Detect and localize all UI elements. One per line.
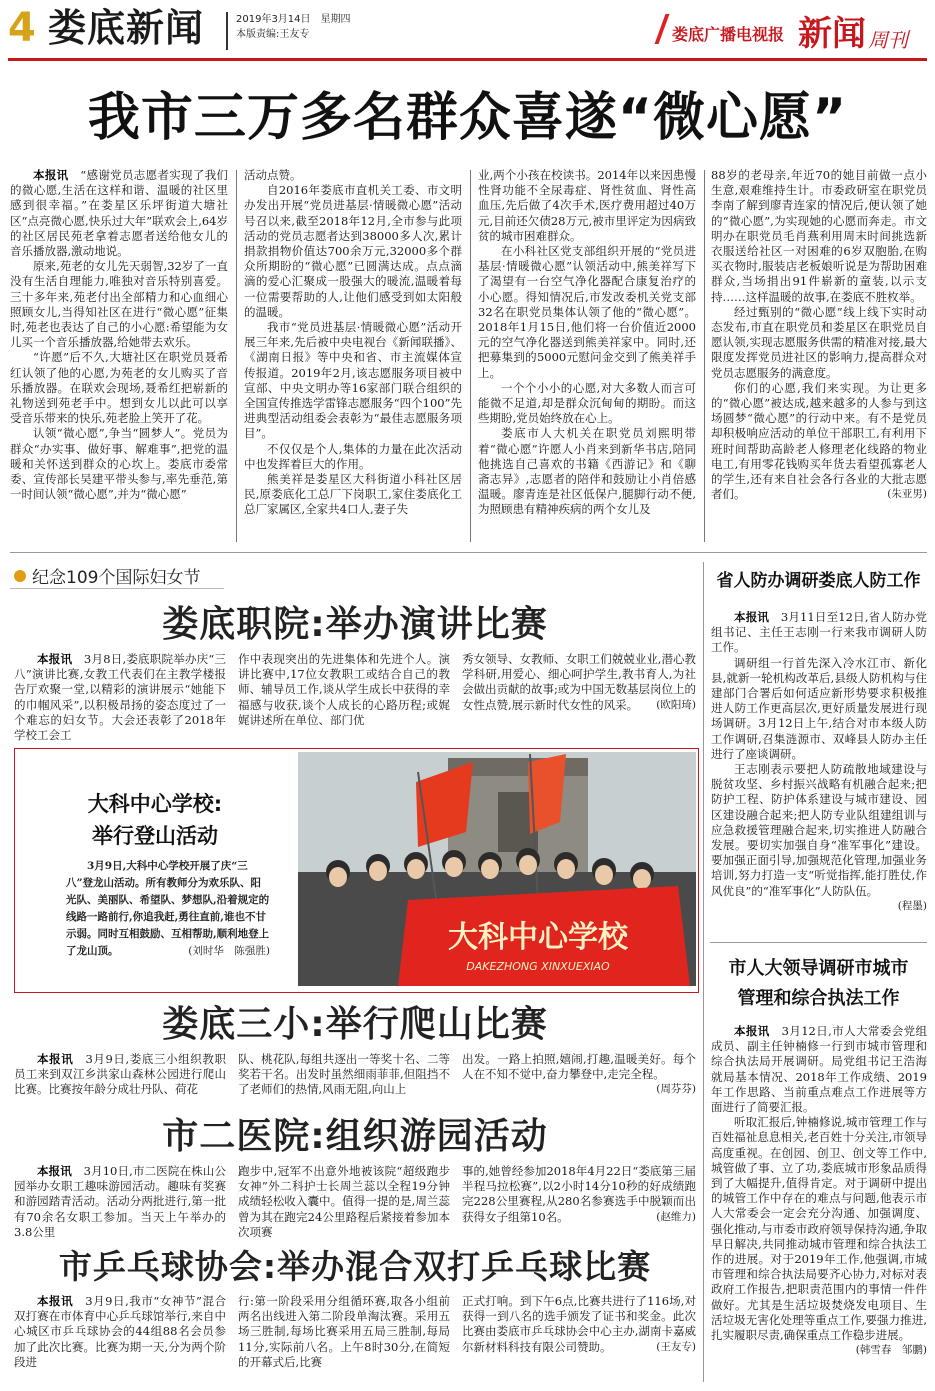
byline: 本报讯: [37, 1052, 74, 1066]
section-rule: [10, 552, 927, 553]
lead-column-1: [10, 168, 228, 502]
group-photo: [298, 752, 696, 986]
page-number: 4: [8, 5, 36, 51]
renda-body: 本报讯 3月12日,市人大常委会党组成员、副主任钟楠修一行到市城市管理和综合执法局开展调研。局党组书记王浩海就局基本情况、2018年工作成绩、2019年工作思路、当前重点难点工作进展等方面进行了简要汇报。 听取汇报后,钟楠修说,城市管理工作与百姓福祉息息相关,老百姓十分关注,市领导高度重视。在创园、创卫、创文等工作中,城管做了事、立了功,娄底城市形象品质得到了大幅提升,值得肯定。对于调研中提出的城管工作中存在的难点与问题,他表示市人大常委会一定会充分沟通、加强调度、强化推动,与市委市政府领导保持沟通,争取早日解决,共同推动城市管理和综合执法工作的进展。对于2019年工作,他强调,市城市管理和综合执法局要齐心协力,对标对表政府工作报告,把职责范围内的事情一件件做好。尤其是生活垃圾焚烧发电项目、生活垃圾无害化处理等重点工作,要强力推进,扎实履职尽责,确保重点工作稳步进展。 (韩雪春 邹鹏): [711, 1024, 927, 1358]
header-divider: [226, 12, 228, 50]
column-divider: [470, 170, 471, 542]
right-column-divider: [703, 562, 704, 1382]
byline: 本报讯: [37, 1164, 72, 1178]
renda-title: 市人大领导调研市城市 管理和综合执法工作: [728, 958, 909, 1009]
brand-slash-mark: [655, 14, 670, 44]
lead-paragraph: “许愿”后不久,大塘社区在职党员聂希红认领了他的心愿,为苑老的女儿购买了音乐播放器。在联欢会现场,聂希红把崭新的礼物送到苑老手中。想到女儿以此可以享受音乐带来的快乐,苑老脸上笑开了花。: [10, 350, 228, 426]
hospital-title: 市二医院:组织游园活动: [162, 1116, 548, 1157]
pingpong-column-1: 本报讯 3月9日,我市“女神节”混合双打赛在市体育中心乒乓球馆举行,来自中心城区市乒乓球协会的44组88名会员参加了此次比赛。比赛为期一天,分为两个阶段进: [14, 1294, 227, 1369]
lead-column-2: [244, 168, 462, 518]
signature: (赵维力): [656, 1210, 696, 1223]
lead-paragraph: 不仅仅是个人,集体的力量在此次活动中也发挥着巨大的作用。: [244, 441, 462, 471]
group-photo-illustration: [298, 752, 696, 986]
lead-paragraph: 本报讯 “感谢党员志愿者实现了我们的微心愿,生活在这样和谐、温暖的社区里感到很幸福。”在娄星区乐坪街道大塘社区“点亮微心愿,快乐过大年”联欢会上,64岁的社区居民苑老拿着志愿者送给他女儿的音乐播放器,激动地说。: [10, 168, 229, 259]
banner-pinyin: DAKEZHONG XINXUEXIAO: [466, 960, 610, 973]
pingpong-column-2: 行:第一阶段采用分组循环赛,取各小组前两名出线进入第二阶段单淘汰赛。采用五场三胜制,每场比赛采用五局三胜制,每局11分,实际前八名。上午8时30分,在简短的开幕式后,比赛: [238, 1294, 450, 1369]
brand-name: 娄底广播电视报: [672, 25, 785, 44]
hospital-column-2: 跑步中,冠军不出意外地被该院“超级跑步女神”外二科护士长周兰蕊以全程19分钟成绩轻松收入囊中。值得一提的是,周兰蕊曾为其在跑完24公里路程后紧接着参加本次项赛: [238, 1164, 450, 1239]
hospital-column-3: 事的,她曾经参加2018年4月22日“娄底第三届半程马拉松赛”,以2小时14分10秒的好成绩跑完228公里赛程,从280名参赛选手中脱颖而出获得女子组第10名。 (赵维力): [462, 1164, 696, 1224]
lead-paragraph: 熊美祥是娄星区大科街道小科社区居民,原娄底化工总厂下岗职工,家住娄底化工总厂家属区,全家共4口人,妻子失: [244, 472, 462, 517]
pingpong-title: 市乒乓球协会:举办混合双打乒乓球比赛: [58, 1247, 652, 1286]
lead-paragraph: 你们的心愿,我们来实现。为让更多的“微心愿”被达成,越来越多的人参与到这场圆梦“微心愿”的行动中来。有不是党员却积极响应活动的单位干部职工,有利用下班时间帮助高龄老人修理老化线路的物业电工,有用零花钱购买年货去看望孤寡老人的学生,还有来自社会各行各业的大批志愿者们。 (朱亚男): [711, 380, 927, 502]
banner-text: 大科中心学校: [448, 920, 628, 955]
weekly-logo: 周刊: [868, 28, 908, 52]
signature: (周芬芬): [656, 1083, 696, 1096]
section-title: 娄底新闻: [48, 6, 205, 50]
section-label: 纪念109个国际妇女节: [32, 568, 201, 588]
sanxiao-title: 娄底三小:举行爬山比赛: [162, 1004, 548, 1045]
lead-paragraph: 认领“微心愿”,争当“圆梦人”。党员为群众“办实事、做好事、解难事”,把党的温暖和关怀送到群众的心坎上。娄底市委常委、宣传部长吴建平带头参与,率先垂范,第一时间认领“微心愿”,并为“微心愿”: [10, 426, 228, 502]
issue-info: [236, 12, 351, 42]
sanxiao-column-3: 出发。一路上拍照,嬉闹,打趣,温暖美好。每个人在不知不觉中,奋力攀登中,走完全程。 (周芬芬): [462, 1052, 696, 1098]
sanxiao-column-2: 队、桃花队,每组共逐出一等奖十名、二等奖若干名。出发时虽然细雨菲菲,但阻挡不了老师们的热情,风雨无阻,向山上: [238, 1052, 450, 1097]
sanxiao-column-1: 本报讯 3月9日,娄底三小组织教职员工来到双江乡洪家山森林公园进行爬山比赛。比赛按年龄分成壮丹队、荷花: [14, 1052, 227, 1097]
renfang-title: 省人防办调研娄底人防工作: [716, 571, 921, 591]
lead-column-3: [478, 168, 696, 518]
signature: (韩雪春 邹鹏): [855, 1344, 927, 1357]
zhiyuan-column-2: 作中表现突出的先进集体和先进个人。演讲比赛中,17位女教职工或结合自己的教师、辅导员工作,谈从学生成长中获得的幸福感与收获,谈个人成长的心路历程;或娓娓讲述所在单位、部门优: [238, 652, 450, 727]
signature: (朱亚男): [887, 488, 927, 501]
lead-paragraph: 原来,苑老的女儿先天弱智,32岁了一直没有生活自理能力,唯独对音乐特别喜爱。三十多年来,苑老付出全部精力和心血细心照顾女儿,当得知社区在进行“微心愿”征集时,苑老也表达了自己的小心愿:希望能为女儿买一个音乐播放器,给她带去欢乐。: [10, 259, 228, 350]
lead-paragraph: 业,两个小孩在校读书。2014年以来因患慢性肾功能不全尿毒症、肾性贫血、肾性高血压,先后做了4次手术,医疗费用超过40万元,目前还欠债28万元,被市里评定为因病致贫的城市困难群众。: [478, 168, 696, 243]
news-logo: 新闻: [798, 14, 866, 54]
pingpong-column-3: 正式打响。到下午6点,比赛共进行了116场,对获得一到八名的选手颁发了证书和奖金。此次比赛由娄底市乒乓球协会中心主办,湖南卡嘉威尔新材料科技有限公司赞助。 (王友专): [462, 1294, 696, 1354]
lead-paragraph: 经过甄别的“微心愿”线上线下实时动态发布,市直在职党员和娄星区在职党员自愿认领,实现志愿服务供需的精准对接,最大限度发挥党员进社区的影响力,提高群众对党员志愿服务的满意度。: [711, 304, 927, 380]
header-rule: [8, 58, 927, 61]
zhiyuan-column-1: 本报讯 3月8日,娄底职院举办庆“三八”演讲比赛,女教工代表们在主教学楼报告厅欢聚一堂,以精彩的演讲展示“她能下的巾帼风采”,以积极昂扬的姿态度过了一个难忘的妇女节。大会还表彰了2018年学校工会工: [14, 652, 227, 743]
lead-paragraph: 活动点赞。: [244, 168, 302, 182]
signature: (刘时华 陈强胜): [188, 945, 270, 957]
lead-paragraph: 娄底市人大机关在职党员刘熙明带着“微心愿”许愿人小肖来到新华书店,陪同他挑选自己喜欢的书籍《西游记》和《聊斋志异》,志愿者的陪伴和鼓励让小肖倍感温暖。廖青连是社区低保户,腿脚行动不便,为照顾患有精神疾病的两个女儿及: [478, 426, 696, 517]
lead-paragraph: 自2016年娄底市直机关工委、市文明办发出开展“党员进基层·情暖微心愿”活动号召以来,截至2018年12月,全市参与此项活动的党员志愿者达到38000多人次,累计捐款捐物价值达700余万元,32000多个群众所期盼的“微心愿”已圆满达成。点点滴滴的爱心汇聚成一股强大的暖流,温暖着每一位需要帮助的人,让他们感受到如太阳般的温暖。: [244, 183, 462, 319]
lead-paragraph: 一个个小小的心愿,对大多数人而言可能微不足道,却是群众沉甸甸的期盼。而这些期盼,党员始终放在心上。: [478, 380, 696, 426]
byline: 本报讯: [37, 652, 73, 666]
main-headline: 我市三万多名群众喜遂“微心愿”: [87, 88, 848, 148]
column-divider: [236, 170, 237, 542]
column-divider: [704, 170, 705, 542]
lead-paragraph: 我市“党员进基层·情暖微心愿”活动开展三年来,先后被中央电视台《新闻联播》、《湖南日报》等中央和省、市主流媒体宣传报道。2019年2月,该志愿服务项目被中宣部、中央文明办等16家部门联合组织的全国宣传推选学雷锋志愿服务“四个100”先进典型活动组委会表彰为“最佳志愿服务项目”。: [244, 320, 462, 441]
section-label-underline: [10, 588, 224, 589]
hospital-column-1: 本报讯 3月10日,市二医院在株山公园举办女职工趣味游园活动。趣味有奖赛和游园踏青活动。活动分两批进行,第一批有70余名女职工参加。当天上午举办的3.8公里: [14, 1164, 227, 1239]
byline: 本报讯: [33, 168, 69, 182]
lead-paragraph: 88岁的老母亲,年近70的她目前做一点小生意,艰难维持生计。市委政研室在职党员李南了解到廖青连家的情况后,便认领了她的“微心愿”,为实现她的心愿而奔走。市文明办在职党员毛肖燕利用周末时间挑选新衣服送给社区一对困难的6岁双胞胎,在购买衣物时,服装店老板娘听说是为帮助困难群众,当场捐出91件崭新的童装,以示支持……这样温暖的故事,在娄底不胜枚举。: [711, 168, 927, 304]
lead-paragraph: 在小科社区党支部组织开展的“党员进基层·情暖微心愿”认领活动中,熊美祥写下了渴望有一台空气净化器配合康复治疗的小心愿。得知情况后,市发改委机关党支部32名在职党员集体认领了他的“微心愿”。2018年1月15日,他们将一台价值近2000元的空气净化器送到熊美祥家中。同时,还把募集到的5000元慰问金交到了熊美祥手上。: [478, 244, 696, 380]
renfang-body: 本报讯 3月11日至12日,省人防办党组书记、主任王志刚一行来我市调研人防工作。 调研组一行首先深入冷水江市、新化县,就新一轮机构改革后,县级人防机构与住建部门合署后如何适应新形势要求积极推进人防工作更高层次,更好质量发展进行现场调研。3月12日上午,结合对市本级人防工作调研,召集涟源市、双峰县人防办主任进行了座谈调研。 王志刚表示要把人防疏散地域建设与脱贫攻坚、乡村振兴战略有机融合起来;把防护工程、防护体系建设与城市建设、园区建设融合起来;把人防专业队组建组训与应急救援管理融合起来,切实推进人防融合发展。要切实加强自身“准军事化”建设。要加强正面引导,加强规范化管理,加强业务培训,努力打造一支“听觉指挥,能打胜仗,作风优良”的“准军事化”人防队伍。 (程墨): [711, 610, 927, 914]
zhiyuan-column-3: 秀女领导、女教师、女职工们兢兢业业,潜心教学科研,用爱心、细心呵护学生,教书育人,为社会做出贡献的故事;或为中国无数基层岗位上的女性点赞,展示新时代女性的风采。 (欧阳琦): [462, 652, 696, 712]
signature: (欧阳琦): [656, 698, 696, 711]
signature: (王友专): [656, 1340, 696, 1353]
dake-title: 大科中心学校: 举行登山活动: [87, 792, 223, 848]
byline: 本报讯: [734, 1024, 770, 1038]
byline: 本报讯: [37, 1294, 74, 1308]
byline: 本报讯: [734, 610, 770, 624]
section-bullet-icon: [14, 570, 26, 582]
dake-caption: 3月9日,大科中心学校开展了庆“三八”登龙山活动。所有教师分为欢乐队、阳光队、美丽队、希望队、梦想队,沿着规定的线路一路前行,你追我赶,勇往直前,谁也不甘示弱。同时互相鼓励、互相帮助,顺利地登上了龙山顶。 (刘时华 陈强胜): [66, 858, 270, 960]
page-editor: 本版责编:王友专: [236, 29, 310, 40]
zhiyuan-title: 娄底职院:举办演讲比赛: [162, 604, 548, 645]
signature: (程墨): [897, 899, 927, 912]
issue-date: 2019年3月14日 星期四: [236, 14, 351, 25]
right-section-rule: [710, 942, 927, 943]
lead-column-4: [711, 168, 927, 502]
